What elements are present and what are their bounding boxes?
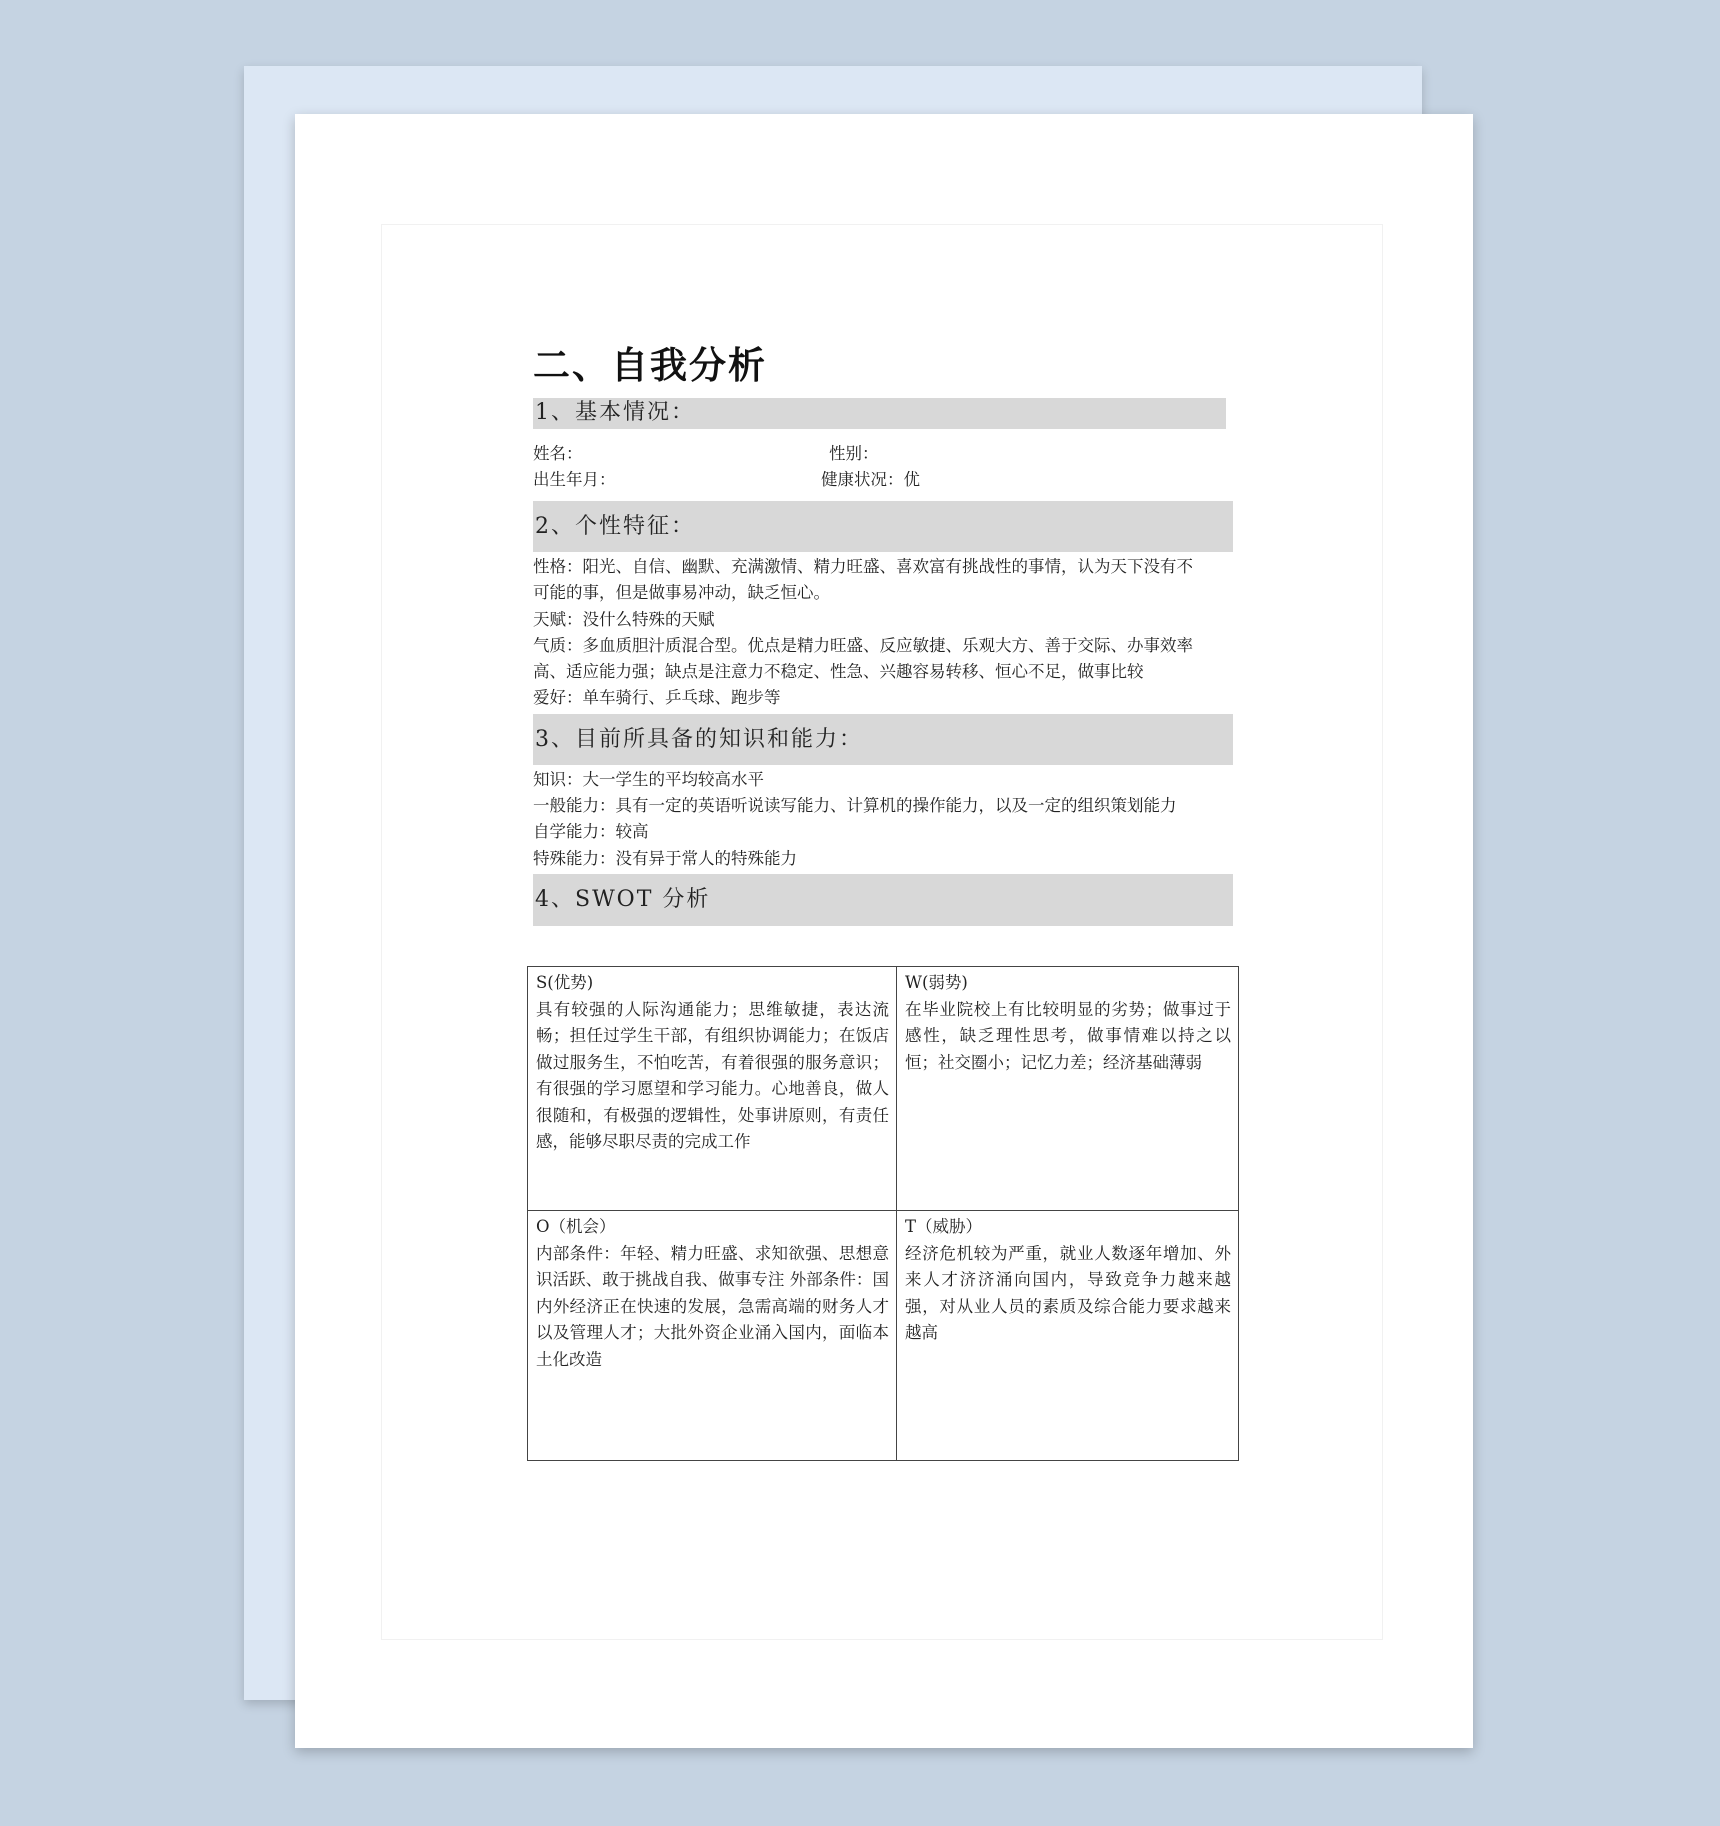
health-label: 健康状况：优 xyxy=(821,470,920,489)
swot-cell-weaknesses xyxy=(897,967,1239,1211)
section-heading-swot: 4、SWOT 分析 xyxy=(533,874,1233,926)
text-line: 可能的事，但是做事易冲动，缺乏恒心。 xyxy=(533,583,830,603)
swot-cell-strengths xyxy=(528,967,897,1211)
text-line: 自学能力：较高 xyxy=(533,822,649,842)
swot-threats-text: 经济危机较为严重，就业人数逐年增加、外来人才济济涌向国内，导致竞争力越来越强，对从业人员的素质及综合能力要求越来越高 xyxy=(905,1243,1231,1342)
text-line: 一般能力：具有一定的英语听说读写能力、计算机的操作能力，以及一定的组织策划能力 xyxy=(533,796,1177,816)
section-heading-abilities: 3、目前所具备的知识和能力： xyxy=(533,714,1233,765)
document-page xyxy=(295,114,1473,1748)
swot-strengths-title: S(优势) xyxy=(536,973,594,992)
text-line: 天赋：没什么特殊的天赋 xyxy=(533,609,715,629)
section-heading-personality: 2、个性特征： xyxy=(533,501,1233,552)
swot-strengths-text: 具有较强的人际沟通能力；思维敏捷，表达流畅；担任过学生干部，有组织协调能力；在饭店做过服务生，不怕吃苦，有着很强的服务意识；有很强的学习愿望和学习能力。心地善良，做人很随和，有极强的逻辑性，处事讲原则，有责任感，能够尽职尽责的完成工作 xyxy=(536,999,889,1151)
gender-label: 性别： xyxy=(829,444,879,463)
abilities-text xyxy=(533,767,1235,872)
birth-label: 出生年月： xyxy=(533,470,616,489)
swot-weaknesses-text: 在毕业院校上有比较明显的劣势；做事过于感性，缺乏理性思考，做事情难以持之以恒；社交圈小；记忆力差；经济基础薄弱 xyxy=(905,999,1231,1072)
personality-text xyxy=(533,554,1235,712)
text-line: 性格：阳光、自信、幽默、充满激情、精力旺盛、喜欢富有挑战性的事情，认为天下没有不 xyxy=(533,557,1193,576)
swot-table xyxy=(527,966,1239,1461)
page-title: 二、自我分析 xyxy=(533,344,767,387)
swot-cell-threats xyxy=(897,1211,1239,1461)
swot-opportunities-text: 内部条件：年轻、精力旺盛、求知欲强、思想意识活跃、敢于挑战自我、做事专注 外部条件：国内外经济正在快速的发展，急需高端的财务人才以及管理人才；大批外资企业涌入国内，面临本土化改造 xyxy=(536,1243,889,1369)
swot-row-bottom xyxy=(528,1211,1239,1461)
text-line: 知识：大一学生的平均较高水平 xyxy=(533,769,764,789)
swot-threats-title: T（威胁） xyxy=(905,1217,983,1236)
page-content xyxy=(533,344,1235,926)
name-label: 姓名： xyxy=(533,444,583,463)
text-line: 气质：多血质胆汁质混合型。优点是精力旺盛、反应敏捷、乐观大方、善于交际、办事效率 xyxy=(533,635,1193,655)
text-line: 高、适应能力强；缺点是注意力不稳定、性急、兴趣容易转移、恒心不足，做事比较 xyxy=(533,662,1144,682)
section-heading-basic: 1、基本情况： xyxy=(533,398,1226,429)
info-row-name-gender xyxy=(533,441,1235,467)
swot-row-top xyxy=(528,967,1239,1211)
info-row-birth-health xyxy=(533,467,1235,493)
swot-cell-opportunities xyxy=(528,1211,897,1461)
text-line: 特殊能力：没有异于常人的特殊能力 xyxy=(533,848,797,868)
swot-weaknesses-title: W(弱势) xyxy=(905,973,968,992)
swot-opportunities-title: O（机会） xyxy=(536,1217,616,1236)
text-line: 爱好：单车骑行、乒乓球、跑步等 xyxy=(533,688,781,708)
